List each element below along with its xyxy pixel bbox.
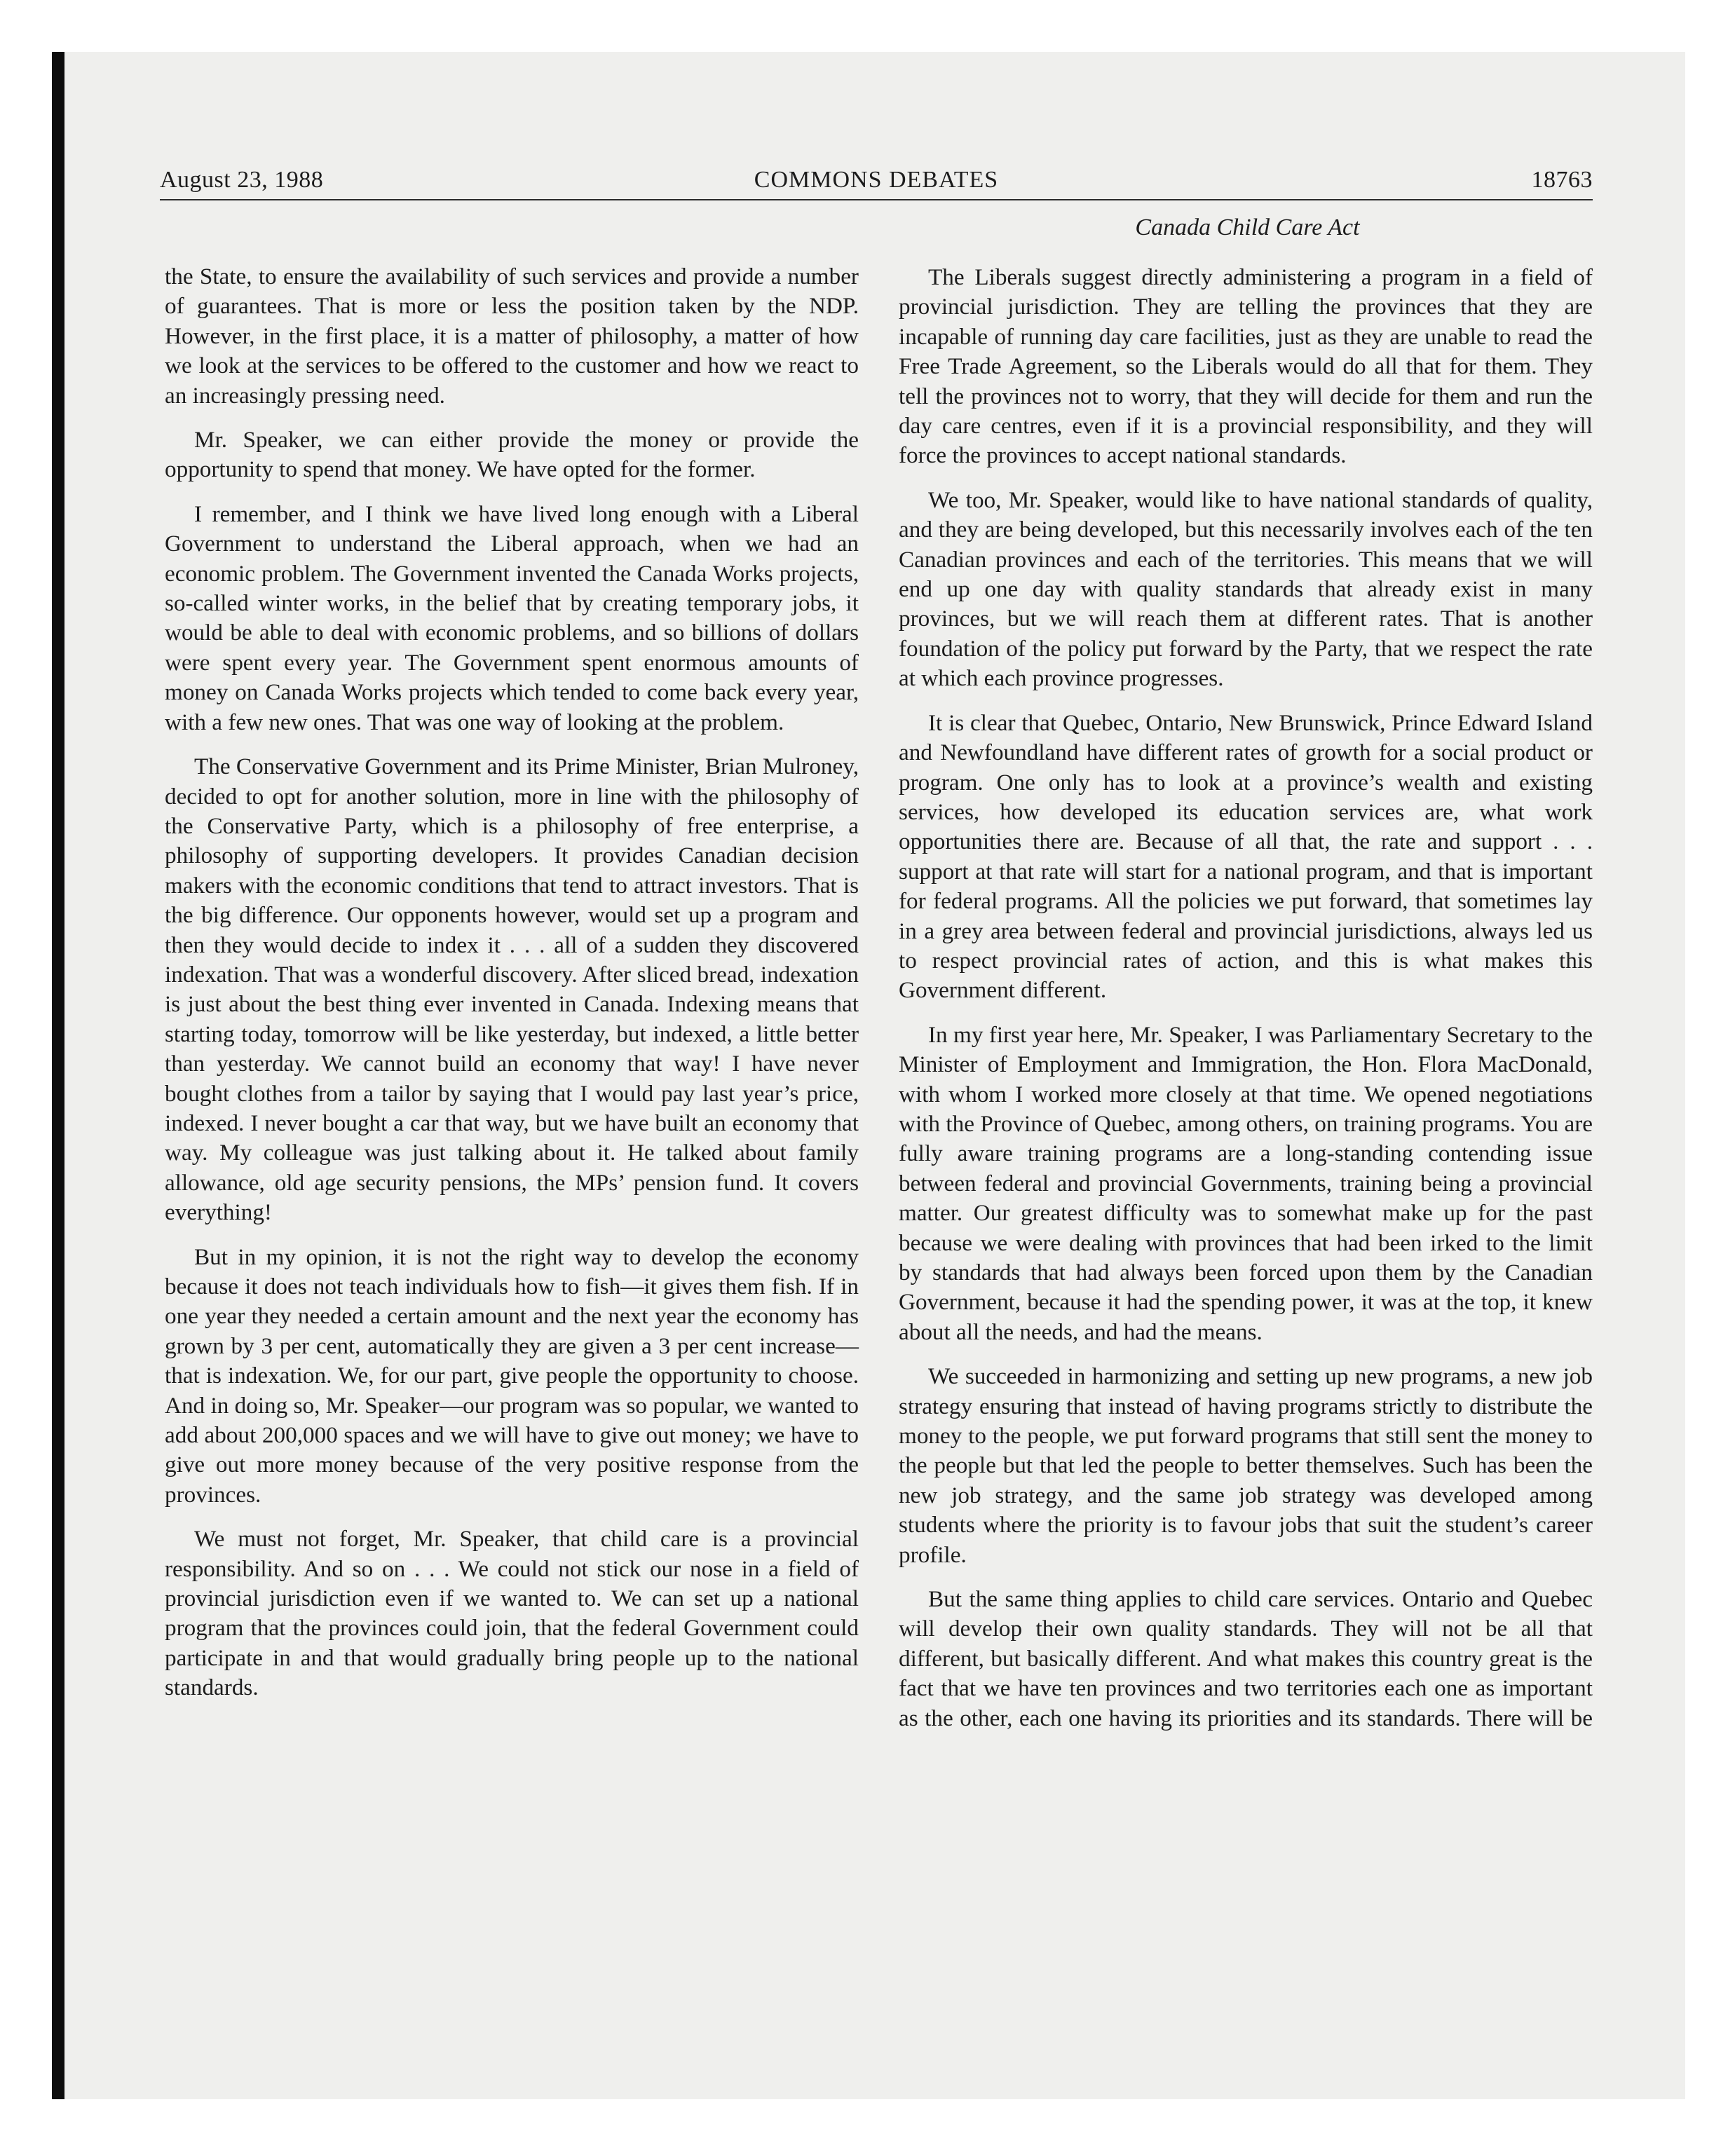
header-title: COMMONS DEBATES	[754, 167, 999, 193]
paragraph: But in my opinion, it is not the right way to develop the economy because it does not teach individuals how to fish—it gives them fish. If in one year they needed a certain amount and the next year the economy has grown by 3 per cent, automatically they are given a 3 per cent increase—that is indexation. We, for our part, give people the opportunity to choose. And in doing so, Mr. Speaker—our program was so popular, we wanted to add about 200,000 spaces and we will have to give out money; we have to give out more money because of the very positive response from the provinces.	[165, 1243, 859, 1508]
header-rule	[160, 199, 1593, 200]
paragraph: In my first year here, Mr. Speaker, I was Parliamentary Secretary to the Minister of Employment and Immigration, the Hon. Flora MacDonald, with whom I worked more closely at that time. We opened negotiations with the Province of Quebec, among others, on training programs. You are fully aware training programs are a long-standing contending issue between federal and provincial Governments, training being a provincial matter. Our greatest difficulty was to somewhat make up for the past because we were dealing with provinces that had been irked to the limit by standards that had always been forced upon them by the Canadian Government, because it had the spending power, it was at the top, it knew about all the needs, and had the means.	[899, 1021, 1593, 1345]
paragraph: the State, to ensure the availability of such services and provide a number of guarantees. That is more or less the position taken by the NDP. However, in the first place, it is a matter of philosophy, a matter of how we look at the services to be offered to the customer and how we react to an increasingly pressing need.	[165, 264, 859, 409]
paragraph: But the same thing applies to child care services. Ontario and Quebec will develop their own quality standards. They will not be all that different, but basically different. And what makes this country great is the fact that we have ten provinces and two territories each one as important as the other, each one having its priorities and its standards. There will be	[899, 1586, 1593, 1731]
page-number: 18763	[1531, 167, 1593, 193]
right-column	[899, 263, 1593, 1748]
paragraph: We must not forget, Mr. Speaker, that child care is a provincial responsibility. And so on . . . We could not stick our nose in a field of provincial jurisdiction even if we wanted to. We can set up a national program that the provinces could join, that the federal Government could participate in and that would gradually bring people up to the national standards.	[165, 1526, 859, 1701]
running-title: Canada Child Care Act	[1135, 214, 1360, 240]
scan-border	[52, 52, 64, 2099]
paragraph: We too, Mr. Speaker, would like to have national standards of quality, and they are being developed, but this necessarily involves each of the ten Canadian provinces and each of the territories. This means that we will end up one day with quality standards that already exist in many provinces, but we will reach them at different rates. That is another foundation of the policy put forward by the Party, that we respect the rate at which each province progresses.	[899, 486, 1593, 692]
left-column	[165, 262, 859, 1718]
paragraph: The Conservative Government and its Prime Minister, Brian Mulroney, decided to opt for another solution, more in line with the philosophy of the Conservative Party, which is a philosophy of free enterprise, a philosophy of supporting developers. It provides Canadian decision makers with the economic conditions that tend to attract investors. That is the big difference. Our opponents however, would set up a program and then they would decide to index it . . . all of a sudden they discovered indexation. That was a wonderful discovery. After sliced bread, indexation is just about the best thing ever invented in Canada. Indexing means that starting today, tomorrow will be like yesterday, but indexed, a little better than yesterday. We cannot build an economy that way! I have never bought clothes from a tailor by saying that I would pay last year’s price, indexed. I never bought a car that way, but we have built an economy that way. My colleague was just talking about it. He talked about family allowance, old age security pensions, the MPs’ pension fund. It covers everything!	[165, 753, 859, 1226]
header-date: August 23, 1988	[160, 167, 324, 193]
paragraph: The Liberals suggest directly administering a program in a field of provincial jurisdiction. They are telling the provinces that they are incapable of running day care facilities, just as they are unable to read the Free Trade Agreement, so the Liberals would do all that for them. They tell the provinces not to worry, that they will decide for them and run the day care centres, even if it is a provincial responsibility, and they will force the provinces to accept national standards.	[899, 264, 1593, 469]
paragraph: It is clear that Quebec, Ontario, New Brunswick, Prince Edward Island and Newfoundland have different rates of growth for a social product or program. One only has to look at a province’s wealth and existing services, how developed its education services are, what work opportunities there are. Because of all that, the rate and support . . . support at that rate will start for a national program, and that is important for federal programs. All the policies we put forward, that sometimes lay in a grey area between federal and provincial jurisdictions, always led us to respect provincial rates of action, and this is what makes this Government different.	[899, 709, 1593, 1004]
paragraph: I remember, and I think we have lived long enough with a Liberal Government to understand the Liberal approach, when we had an economic problem. The Government invented the Canada Works projects, so-called winter works, in the belief that by creating temporary jobs, it would be able to deal with economic problems, and so billions of dollars were spent every year. The Government spent enormous amounts of money on Canada Works projects which tended to come back every year, with a few new ones. That was one way of looking at the problem.	[165, 500, 859, 735]
page-header	[160, 163, 1593, 199]
paragraph: We succeeded in harmonizing and setting up new programs, a new job strategy ensuring that instead of having programs strictly to distribute the money to the people, we put forward programs that still sent the money to the people but that led the people to better themselves. Such has been the new job strategy, and the same job strategy was developed among students where the priority is to favour jobs that suit the student’s career profile.	[899, 1363, 1593, 1568]
paragraph: Mr. Speaker, we can either provide the money or provide the opportunity to spend that money. We have opted for the former.	[165, 427, 859, 483]
